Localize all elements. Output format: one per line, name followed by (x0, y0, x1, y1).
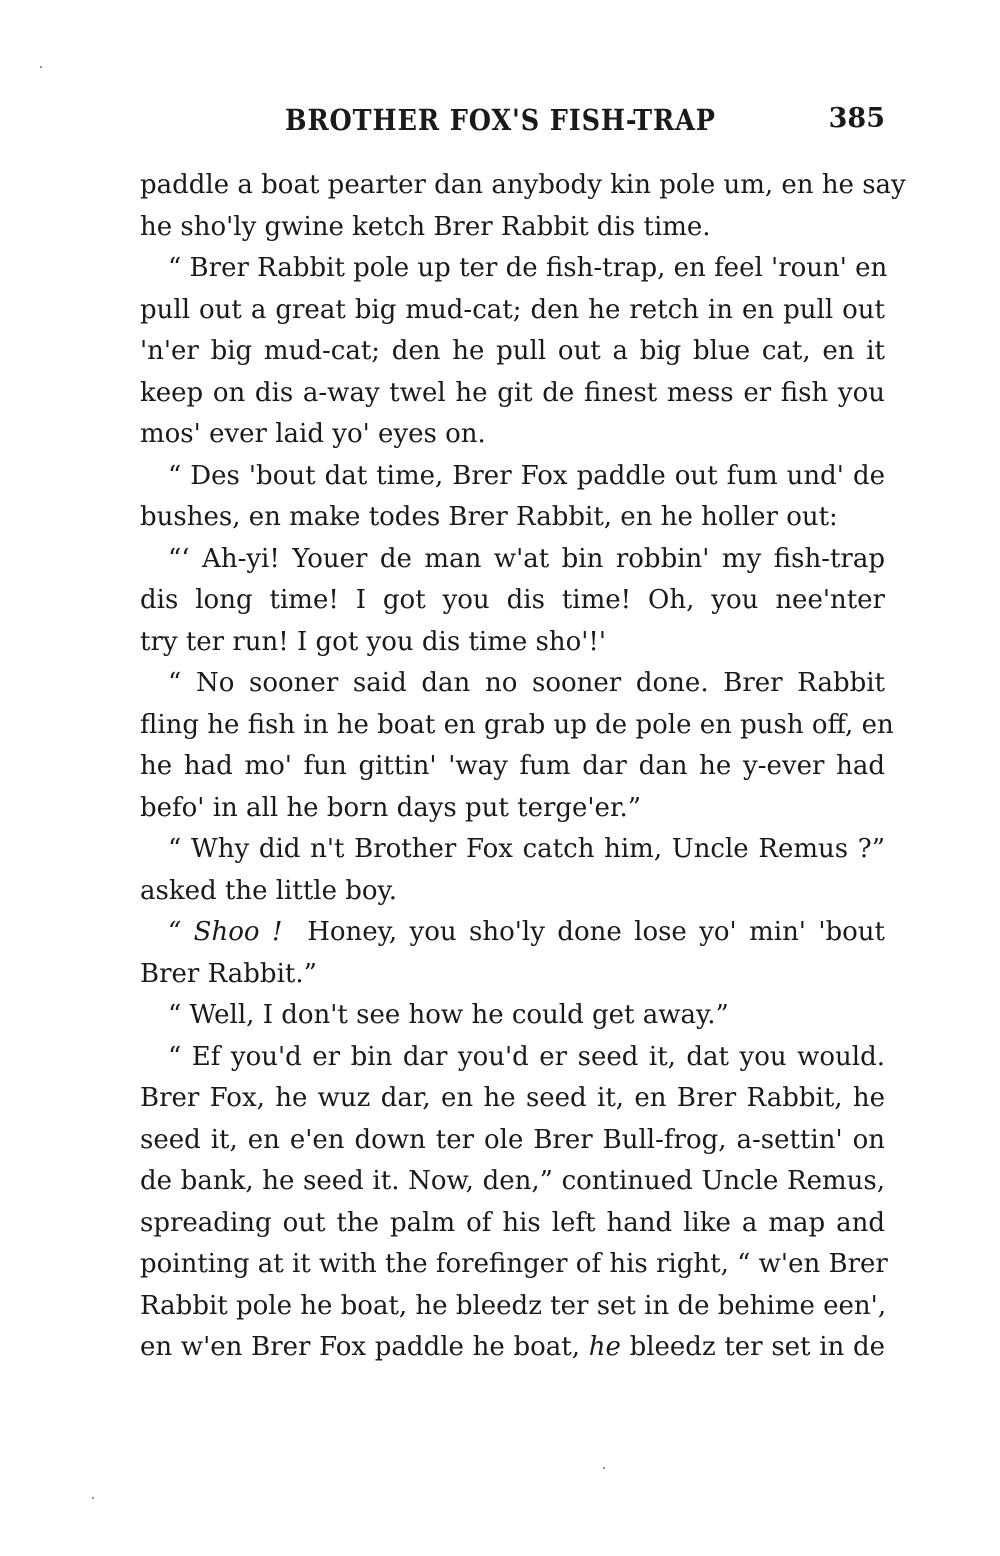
text-line (140, 1327, 885, 1369)
text-line: befo' in all he born days put terge'er.” (140, 792, 642, 823)
running-head: BROTHER FOX'S FISH-TRAP (285, 103, 716, 137)
scan-speck (40, 66, 42, 68)
text-line: “ Des 'bout dat time, Brer Fox paddle out fum und' de (168, 460, 885, 491)
text-line: fling he fish in he boat en grab up de pole en push off, en (140, 709, 894, 740)
page-number: 385 (828, 103, 885, 134)
text-line: “ Why did n't Brother Fox catch him, Uncle Remus ?” (168, 834, 885, 864)
text-line: bushes, en make todes Brer Rabbit, en he holler out: (140, 502, 838, 532)
page-header (140, 103, 885, 147)
text-line: he had mo' fun gittin' 'way fum dar dan he y-ever had (140, 751, 885, 781)
text-line: spreading out the palm of his left hand like a map and (140, 1207, 885, 1238)
text-line: he sho'ly gwine ketch Brer Rabbit dis time. (140, 211, 711, 242)
text-fragment: Honey, you sho'ly done lose yo' min' 'bout (307, 917, 885, 947)
italic-shoo: “ Shoo ! (168, 917, 283, 947)
text-line: paddle a boat pearter dan anybody kin pole um, en he say (140, 170, 906, 200)
scan-speck (92, 1497, 94, 1499)
text-fragment: en w'en Brer Fox paddle he boat, (140, 1332, 580, 1362)
text-line: “‘ Ah-yi! Youer de man w'at bin robbin' my fish-trap (168, 543, 885, 574)
text-line: asked the little boy. (140, 875, 398, 906)
text-line: “ No sooner said dan no sooner done. Brer Rabbit (168, 668, 885, 698)
text-line (140, 912, 885, 954)
body-text (140, 165, 906, 1369)
text-fragment: bleedz ter set in de (629, 1332, 886, 1362)
text-line: pointing at it with the forefinger of his right, “ w'en Brer (140, 1249, 888, 1279)
text-line: dis long time! I got you dis time! Oh, you nee'nter (140, 585, 885, 615)
italic-he: he (588, 1332, 621, 1362)
text-line: “ Brer Rabbit pole up ter de fish-trap, en feel 'roun' en (168, 253, 888, 283)
text-line: Brer Fox, he wuz dar, en he seed it, en Brer Rabbit, he (140, 1083, 885, 1113)
text-line: keep on dis a-way twel he git de finest mess er fish you (140, 377, 885, 408)
text-line: Brer Rabbit.” (140, 958, 317, 989)
text-line: try ter run! I got you dis time sho'!' (140, 626, 607, 657)
text-line: “ Well, I don't see how he could get away.” (168, 1000, 729, 1030)
text-line: “ Ef you'd er bin dar you'd er seed it, dat you would. (168, 1041, 885, 1072)
text-line: pull out a great big mud-cat; den he retch in en pull out (140, 294, 885, 325)
text-line: Rabbit pole he boat, he bleedz ter set in de behime een', (140, 1290, 887, 1321)
text-line: 'n'er big mud-cat; den he pull out a big blue cat, en it (140, 336, 885, 366)
text-line: mos' ever laid yo' eyes on. (140, 419, 486, 449)
text-line: de bank, he seed it. Now, den,” continued Uncle Remus, (140, 1166, 885, 1196)
text-line: seed it, en e'en down ter ole Brer Bull-frog, a-settin' on (140, 1124, 885, 1155)
scan-speck (603, 1467, 605, 1469)
